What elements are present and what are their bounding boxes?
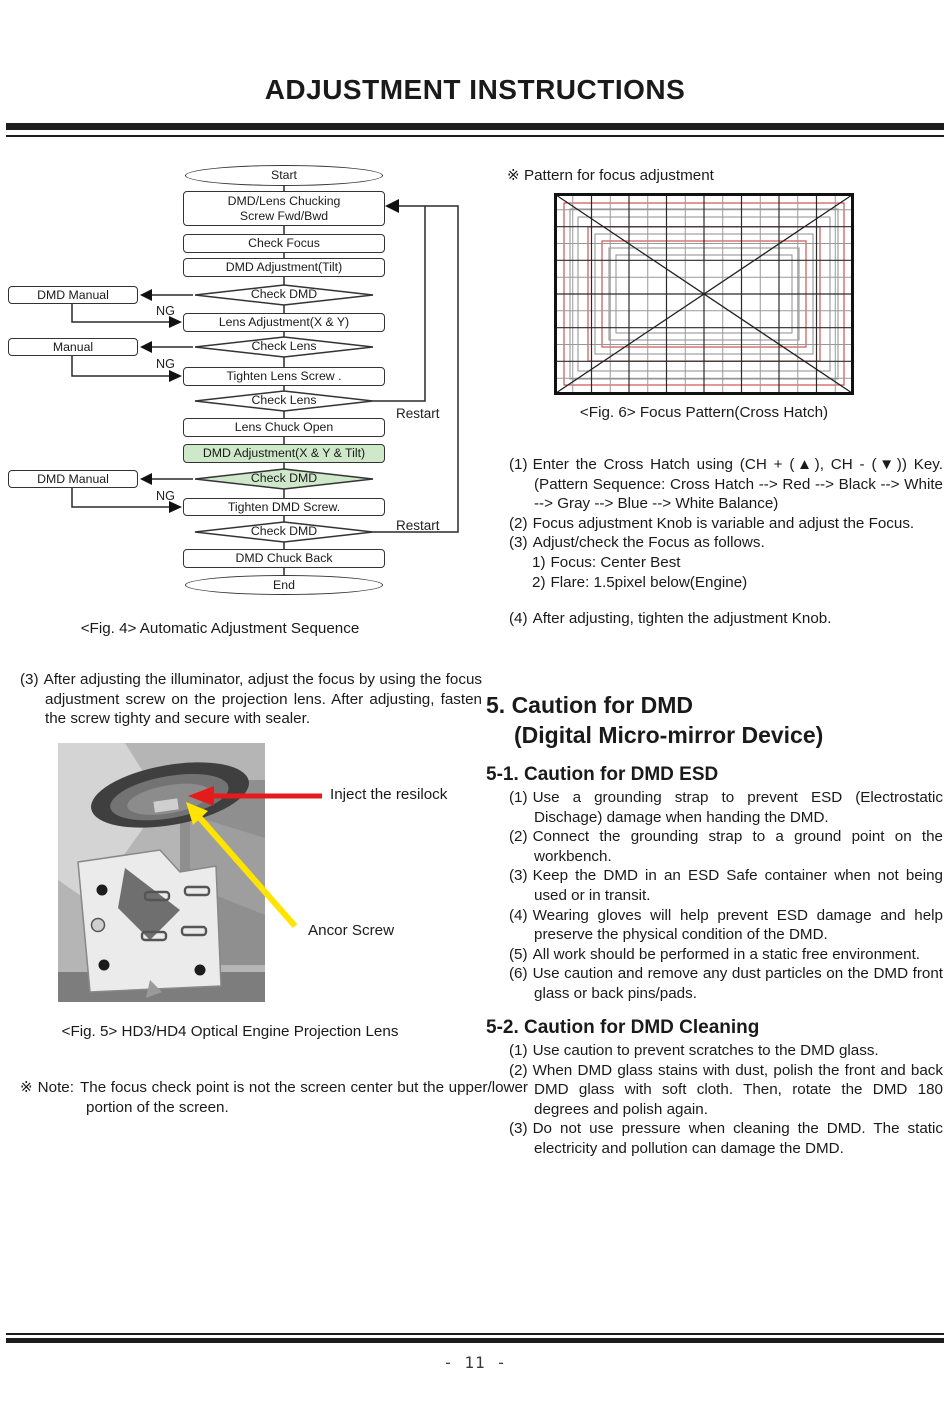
- focus-steps-list: [509, 455, 943, 629]
- footer-rule-thin: [6, 1333, 944, 1335]
- flow-node-start: [185, 165, 383, 186]
- flow-node-lens-adjustment-xy-label: Lens Adjustment(X & Y): [218, 315, 350, 330]
- flow-label-ng-3: NG: [156, 489, 175, 503]
- item-number: (4): [509, 610, 528, 628]
- lens-photo: [30, 740, 460, 1012]
- item-number: (1): [509, 1042, 528, 1059]
- list-item: [509, 1041, 943, 1061]
- dmd-bracket-plate: [78, 850, 221, 998]
- list-item: [509, 1061, 943, 1120]
- item-number: (3): [509, 534, 528, 552]
- item-number: (1): [509, 789, 528, 806]
- item-text: Flare: 1.5pixel below(Engine): [550, 573, 748, 591]
- list-item: [509, 1119, 943, 1158]
- flow-node-dmd-adjustment-tilt: [183, 258, 385, 277]
- item-text: Focus: Center Best: [550, 553, 681, 571]
- flowchart-fig4: [0, 160, 475, 642]
- list-item: [509, 945, 943, 965]
- flow-node-tighten-lens-screw-label: Tighten Lens Screw .: [226, 369, 342, 384]
- flow-decision-check-dmd-1-label: Check DMD: [250, 287, 318, 301]
- flow-node-dmd-chuck-back: [183, 549, 385, 568]
- item-number: (3): [20, 671, 39, 688]
- section5-title-line1: 5. Caution for DMD: [486, 692, 693, 718]
- item-number: (6): [509, 965, 528, 983]
- note-paragraph: [20, 1078, 528, 1117]
- flow-node-check-focus-label: Check Focus: [248, 236, 320, 251]
- item-number: (5): [509, 945, 528, 963]
- flow-label-ng-2: NG: [156, 357, 175, 371]
- note-text: The focus check point is not the screen center but the upper/lower portion of the screen.: [79, 1079, 528, 1116]
- flow-node-lens-chuck-open-label: Lens Chuck Open: [234, 420, 334, 435]
- list-item: [509, 827, 943, 866]
- item-text: Connect the grounding strap to a ground point on the workbench.: [532, 828, 943, 865]
- flow-node-dmd-adjustment-tilt-label: DMD Adjustment(Tilt): [225, 260, 343, 275]
- label-ancor-screw: Ancor Screw: [308, 922, 395, 939]
- fig4-caption: <Fig. 4> Automatic Adjustment Sequence: [80, 620, 360, 637]
- flow-node-tighten-dmd-screw: [183, 498, 385, 516]
- item-text: Keep the DMD in an ESD Safe container when not being used or in transit.: [532, 867, 943, 904]
- flow-node-chucking-label: DMD/Lens Chucking Screw Fwd/Bwd: [227, 194, 341, 223]
- header-rule-thick: [6, 123, 944, 130]
- esd-list: [509, 788, 943, 1004]
- flow-decision-check-lens-1-label: Check Lens: [251, 339, 317, 353]
- flow-node-manual: [8, 338, 138, 356]
- flow-node-dmd-adjustment-xyt: [183, 444, 385, 463]
- flow-label-restart-1: Restart: [396, 406, 440, 421]
- item-number: 1): [532, 553, 546, 571]
- flow-node-lens-chuck-open: [183, 418, 385, 437]
- list-subitem: [509, 553, 943, 573]
- list-item: [509, 455, 943, 514]
- section5-1-heading: 5-1. Caution for DMD ESD: [486, 764, 719, 785]
- flow-node-chucking: [183, 191, 385, 226]
- item-number: (3): [509, 1120, 528, 1138]
- page-title: ADJUSTMENT INSTRUCTIONS: [264, 74, 686, 105]
- item-text: Enter the Cross Hatch using (CH + (▲), CH - (▼)) Key. (Pattern Sequence: Cross Hatch --> Red --> Black --> White --> Gray --> Blue --> White Balance): [532, 456, 943, 513]
- item-text: Do not use pressure when cleaning the DMD. The static electricity and pollution can damage the DMD.: [532, 1120, 943, 1157]
- item-text: After adjusting the illuminator, adjust the focus by using the focus adjustment screw on the projection lens. After adjusting, fasten the screw tighty and secure with sealer.: [43, 671, 482, 728]
- flow-node-lens-adjustment-xy: [183, 313, 385, 332]
- list-item: [509, 906, 943, 945]
- item-text: All work should be performed in a static free environment.: [532, 945, 921, 963]
- item-text: Use caution and remove any dust particles on the DMD front glass or back pins/pads.: [532, 965, 943, 1002]
- item-text: After adjusting, tighten the adjustment Knob.: [532, 610, 832, 628]
- page-number: - 11 -: [443, 1353, 507, 1372]
- section5-2-heading: 5-2. Caution for DMD Cleaning: [486, 1017, 760, 1038]
- item-text: Wearing gloves will help prevent ESD damage and help preserve the physical condition of the DMD.: [532, 906, 943, 944]
- cleaning-list: [509, 1041, 943, 1159]
- flow-node-start-label: Start: [271, 168, 297, 183]
- item-text: Focus adjustment Knob is variable and adjust the Focus.: [532, 514, 915, 532]
- item-number: (2): [509, 514, 528, 532]
- flow-decision-check-dmd-2-label: Check DMD: [250, 471, 318, 485]
- flow-node-dmd-manual-1: [8, 286, 138, 304]
- item-number: (2): [509, 1061, 528, 1079]
- note-prefix: ※ Note:: [20, 1079, 74, 1096]
- flow-node-end: [185, 575, 383, 595]
- flow-node-check-focus: [183, 234, 385, 253]
- flow-node-dmd-manual-2: [8, 470, 138, 488]
- label-inject-resilock: Inject the resilock: [330, 786, 448, 803]
- flow-node-dmd-chuck-back-label: DMD Chuck Back: [235, 551, 333, 566]
- list-item: [509, 533, 943, 553]
- footer-rule-thick: [6, 1338, 944, 1343]
- flow-node-manual-label: Manual: [52, 339, 94, 354]
- item-number: (4): [509, 906, 528, 924]
- item-number: (1): [509, 456, 528, 473]
- flow-node-dmd-manual-1-label: DMD Manual: [37, 287, 109, 302]
- item-text: Use caution to prevent scratches to the DMD glass.: [532, 1042, 879, 1059]
- fig5-caption: <Fig. 5> HD3/HD4 Optical Engine Projection Lens: [61, 1023, 399, 1040]
- crosshatch-pattern: [554, 193, 854, 400]
- fig6-caption: <Fig. 6> Focus Pattern(Cross Hatch): [579, 404, 829, 421]
- flow-node-tighten-dmd-screw-label: Tighten DMD Screw.: [227, 499, 341, 514]
- section5-title-line2: (Digital Micro-mirror Device): [514, 722, 824, 748]
- flow-label-ng-1: NG: [156, 304, 175, 318]
- pattern-header: ※ Pattern for focus adjustment: [507, 167, 714, 184]
- item-text: Use a grounding strap to prevent ESD (Electrostatic Dischage) damage when handing the DMD.: [532, 789, 943, 826]
- item-text: When DMD glass stains with dust, polish the front and back DMD glass with soft cloth. Then, rotate the DMD 180 degrees and polish again.: [532, 1061, 943, 1118]
- item-number: 2): [532, 573, 546, 591]
- flow-decision-check-lens-2-label: Check Lens: [251, 393, 317, 407]
- flow-node-dmd-manual-2-label: DMD Manual: [37, 471, 109, 486]
- list-item: [509, 609, 943, 629]
- item-number: (3): [509, 867, 528, 885]
- item-text: Adjust/check the Focus as follows.: [532, 534, 765, 552]
- list-item: [509, 514, 943, 534]
- flow-node-end-label: End: [273, 577, 295, 592]
- list-item: [509, 964, 943, 1003]
- flow-node-tighten-lens-screw: [183, 367, 385, 386]
- item-number: (2): [509, 828, 528, 846]
- flow-node-dmd-adjustment-xyt-label: DMD Adjustment(X & Y & Tilt): [202, 446, 366, 461]
- list-item: [509, 866, 943, 905]
- flow-label-restart-2: Restart: [396, 518, 440, 533]
- header-rule-thin: [6, 135, 944, 137]
- crosshatch-pattern-svg: [554, 193, 854, 395]
- step3-paragraph: [20, 670, 482, 729]
- flow-decision-check-dmd-3-label: Check DMD: [250, 524, 318, 538]
- lens-photo-figure: [30, 740, 460, 1012]
- list-item: [509, 788, 943, 827]
- list-subitem: [509, 573, 943, 593]
